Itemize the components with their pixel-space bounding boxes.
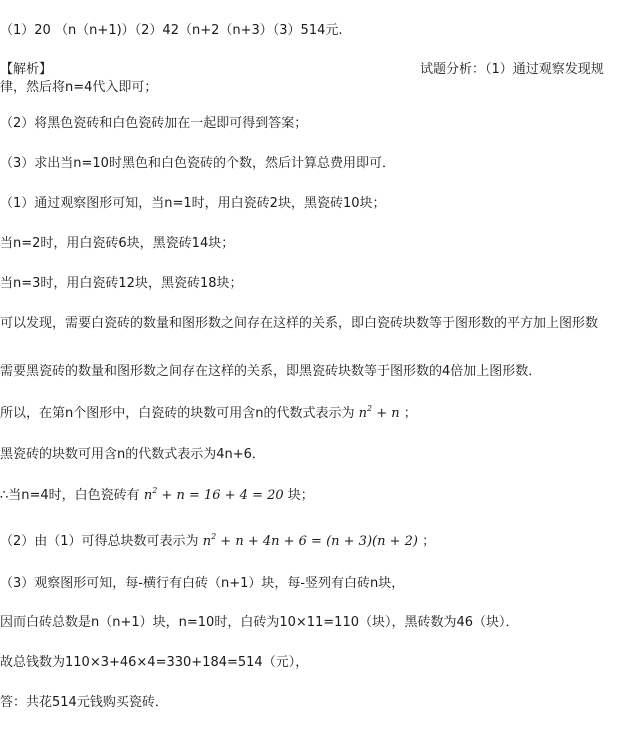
solution-line-8: ∴当n=4时，白色瓷砖有 $n^2 + n = 16 + 4 = 20$ 块； [0,486,314,503]
answer-line: （1）20 （n（n+1)）（2）42（n+2（n+3）（3）514元. [0,23,343,38]
analysis-step-3: （3）求出当n=10时黑色和白色瓷砖的个数，然后计算总费用即可． [0,156,395,171]
solution-line-10: （3）观察图形可知，每-横行有白砖（n+1）块，每-竖列有白砖n块， [0,576,405,591]
solution-line-6: 所以，在第n个图形中，白瓷砖的块数可用含n的代数式表示为 $n^2 + n$ ； [0,404,417,421]
formula-total-tiles: $n^2 + n + 4n + 6 = (n + 3)(n + 2)$ [202,532,418,549]
solution-line-1: （1）通过观察图形可知，当n=1时，用白瓷砖2块，黑瓷砖10块； [0,196,386,211]
analysis-intro: 试题分析：（1）通过观察发现规 [420,62,604,77]
solution-line-9: （2）由（1）可得总块数可表示为 $n^2 + n + 4n + 6 = (n + 3)(n + 2)$ ； [0,532,436,549]
final-answer: 答：共花514元钱购买瓷砖． [0,695,168,710]
solution-line-3: 当n=3时，用白瓷砖12块，黑瓷砖18块； [0,276,243,291]
solution-line-6-text: 所以，在第n个图形中，白瓷砖的块数可用含n的代数式表示为 [0,406,355,421]
formula-n4-calculation: $n^2 + n = 16 + 4 = 20$ [143,486,284,503]
formula-white-tiles: $n^2 + n$ [358,404,400,421]
solution-line-7: 黑瓷砖的块数可用含n的代数式表示为4n+6． [0,447,265,462]
solution-line-12: 故总钱数为110×3+46×4=330+184=514（元）， [0,655,309,670]
solution-line-4: 可以发现，需要白瓷砖的数量和图形数之间存在这样的关系，即白瓷砖块数等于图形数的平方加上图形数 [0,316,599,331]
analysis-label: 【解析】 [0,62,53,77]
analysis-step-2: （2）将黑色瓷砖和白色瓷砖加在一起即可得到答案； [0,116,308,131]
solution-line-5: 需要黑瓷砖的数量和图形数之间存在这样的关系，即黑瓷砖块数等于图形数的4倍加上图形数． [0,364,542,379]
solution-line-2: 当n=2时，用白瓷砖6块，黑瓷砖14块； [0,236,235,251]
solution-line-11: 因而白砖总数是n（n+1）块，n=10时，白砖为10×11=110（块），黑砖数为46（块）． [0,615,519,630]
analysis-continuation: 律，然后将n=4代入即可； [0,80,158,95]
